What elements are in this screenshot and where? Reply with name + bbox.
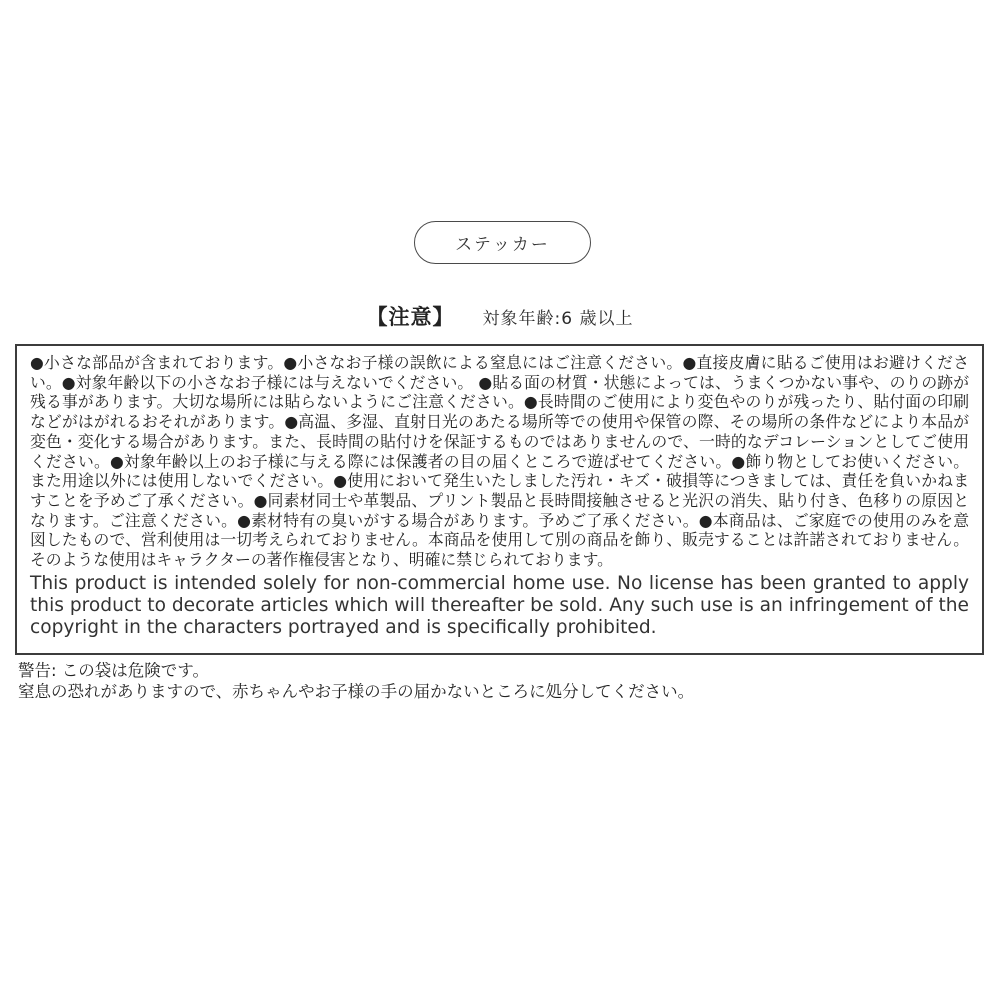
product-type-label: ステッカー xyxy=(455,235,550,255)
notice-header xyxy=(0,301,1000,331)
product-type-pill xyxy=(414,221,591,264)
warning-box xyxy=(15,344,984,655)
english-warning-text: This product is intended solely for non-commercial home use. No license has been granted to apply this product to decorate articles which will thereafter be sold. Any such use is an infringement of the copyright in the characters portrayed and is specifically prohibited. xyxy=(30,572,969,639)
japanese-warning-text: ●小さな部品が含まれております。●小さなお子様の誤飲による窒息にはご注意ください。●直接皮膚に貼るご使用はお避けください。●対象年齢以下の小さなお子様には与えないでください。 ●貼る面の材質・状態によっては、うまくつかない事や、のりの跡が残る事があります。大切な場所には貼らないようにご注意ください。●長時間のご使用により変色やのりが残ったり、貼付面の印刷などがはがれるおそれがあります。●高温、多湿、直射日光のあたる場所等での使用や保管の際、その場所の条件などにより本品が変色・変化する場合があります。また、長時間の貼付けを保証するものではありませんので、一時的なデコレーションとしてご使用ください。●対象年齢以上のお子様に与える際には保護者の目の届くところで遊ばせてください。●飾り物としてお使いください。また用途以外には使用しないでください。●使用において発生いたしました汚れ・キズ・破損等につきましては、責任を負いかねますことを予めご了承ください。●同素材同士や革製品、プリント製品と長時間接触させると光沢の消失、貼り付き、色移りの原因となります。ご注意ください。●素材特有の臭いがする場合があります。予めご了承ください。●本商品は、ご家庭での使用のみを意図したもので、営利使用は一切考えられておりません。本商品を使用して別の商品を飾り、販売することは許諾されておりません。そのような使用はキャラクターの著作権侵害となり、明確に禁じられております。 xyxy=(30,353,969,570)
target-age-text: 対象年齢:6 歳以上 xyxy=(482,308,634,329)
notice-title: 【注意】 xyxy=(366,305,455,329)
bag-warning-line2: 窒息の恐れがありますので、赤ちゃんやお子様の手の届かないところに処分してください。 xyxy=(18,682,695,701)
bag-warning xyxy=(18,660,978,702)
bag-warning-line1: 警告: この袋は危険です。 xyxy=(18,661,209,680)
